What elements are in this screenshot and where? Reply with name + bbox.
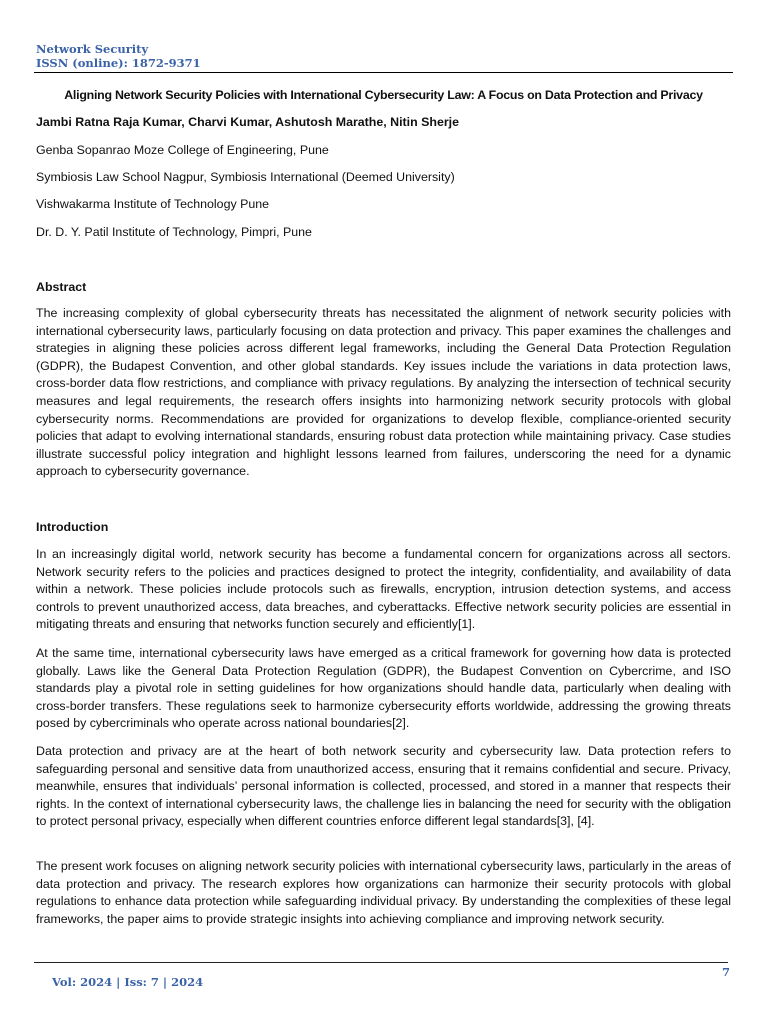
intro-paragraph: Data protection and privacy are at the heart of both network security and cybersecurity law. Data protection refers to safeguarding personal and sensitive data from unauthorized access, ensuring that it remains confidential and secure. Privacy, meanwhile, ensures that individuals’ personal information is collected, processed, and stored in a manner that respects their rights. In the context of international cybersecurity laws, the challenge lies in balancing the need for security with the obligation to protect personal privacy, especially when different countries enforce different legal standards[3], [4]. bbox=[36, 744, 731, 829]
journal-issn: ISSN (online): 1872-9371 bbox=[36, 56, 201, 70]
abstract-text: The increasing complexity of global cybersecurity threats has necessitated the alignment of network security policies with international cybersecurity laws, particularly focusing on data protection and privacy. This paper examines the challenges and strategies in aligning these policies across different legal frameworks, including the General Data Protection Regulation (GDPR), the Budapest Convention, and other global standards. Key issues include the variations in data protection laws, cross-border data flow restrictions, and compliance with privacy regulations. By analyzing the intersection of technical security measures and legal requirements, the research offers insights into harmonizing network security protocols with global cybersecurity norms. Recommendations are provided for organizations to develop flexible, compliance-oriented security policies that adapt to evolving international standards, ensuring robust data protection while maintaining privacy. Case studies illustrate successful policy integration and highlight lessons learned from failures, underscoring the need for a dynamic approach to cybersecurity governance. bbox=[36, 306, 731, 479]
journal-header bbox=[36, 42, 201, 70]
intro-paragraph: At the same time, international cybersecurity laws have emerged as a critical framework for governing how data is protected globally. Laws like the General Data Protection Regulation (GDPR), the Budapest Convention on Cybercrime, and ISO standards play a pivotal role in setting guidelines for how organizations should handle data, particularly when dealing with cross-border transfers. These regulations seek to harmonize cybersecurity efforts worldwide, addressing the growing threats posed by cybercriminals who operate across national boundaries[2]. bbox=[36, 646, 731, 731]
intro-paragraph: In an increasingly digital world, network security has become a fundamental concern for organizations across all sectors. Network security refers to the policies and practices designed to protect the integrity, confidentiality, and availability of data within a network. These policies include protocols such as firewalls, encryption, intrusion detection systems, and access controls to prevent unauthorized access, data breaches, and cyberattacks. Effective network security policies are essential in mitigating threats and ensuring that networks function securely and efficiently[1]. bbox=[36, 547, 731, 632]
introduction-heading: Introduction bbox=[36, 520, 109, 534]
footer-divider bbox=[34, 962, 728, 963]
abstract-heading: Abstract bbox=[36, 280, 87, 294]
affiliation: Symbiosis Law School Nagpur, Symbiosis International (Deemed University) bbox=[36, 170, 455, 184]
page-number: 7 bbox=[721, 965, 730, 979]
paper-authors: Jambi Ratna Raja Kumar, Charvi Kumar, Ashutosh Marathe, Nitin Sherje bbox=[36, 115, 459, 129]
affiliation: Vishwakarma Institute of Technology Pune bbox=[36, 197, 270, 211]
paper-title: Aligning Network Security Policies with International Cybersecurity Law: A Focus on Data Protection and Privacy bbox=[64, 88, 703, 102]
intro-paragraph: The present work focuses on aligning network security policies with international cybersecurity laws, particularly in the areas of data protection and privacy. The research explores how organizations can harmonize their security protocols with global regulations to enhance data protection while safeguarding individual privacy. By understanding the complexities of these legal frameworks, the paper aims to provide strategic insights into achieving compliance and improving network security. bbox=[36, 859, 731, 926]
affiliation: Genba Sopanrao Moze College of Engineering, Pune bbox=[36, 143, 329, 157]
affiliation: Dr. D. Y. Patil Institute of Technology, Pimpri, Pune bbox=[36, 225, 312, 239]
volume-info: Vol: 2024 | Iss: 7 | 2024 bbox=[52, 975, 204, 989]
journal-name: Network Security bbox=[36, 42, 149, 56]
header-divider bbox=[34, 72, 733, 73]
